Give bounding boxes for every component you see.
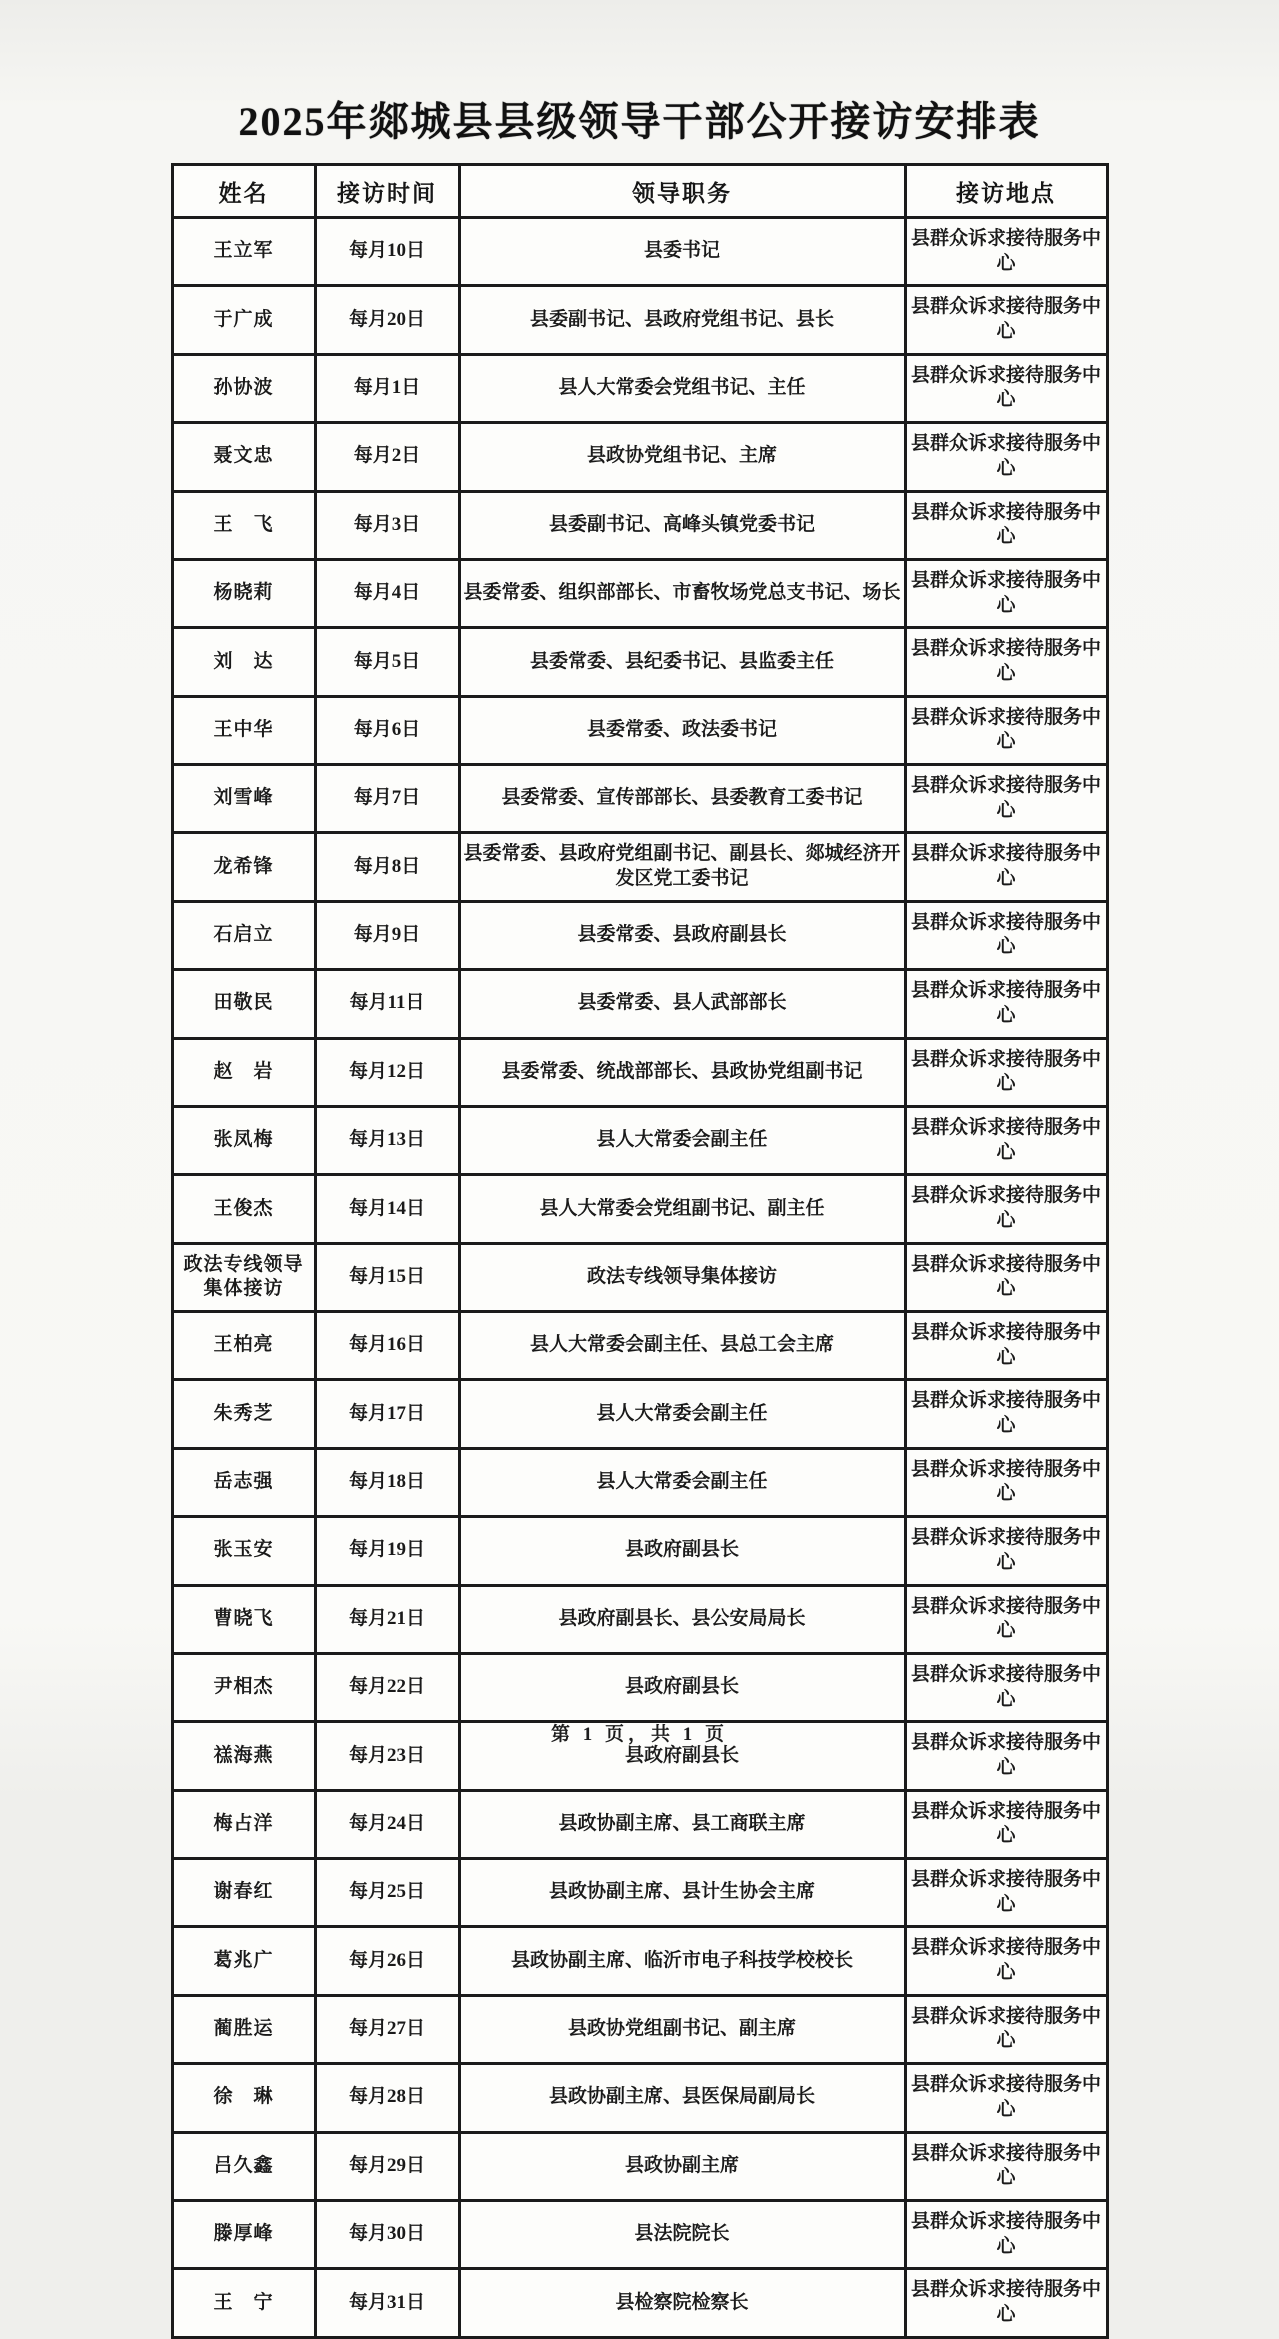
location-cell: 县群众诉求接待服务中心 [905, 1790, 1107, 1858]
time-cell: 每月20日 [315, 286, 459, 354]
table-row [172, 833, 1107, 901]
position-cell: 县政协党组书记、主席 [459, 423, 905, 491]
name-cell: 王中华 [172, 696, 315, 764]
table-row [172, 970, 1107, 1038]
time-cell: 每月24日 [315, 1790, 459, 1858]
position-cell: 县人大常委会副主任 [459, 1448, 905, 1516]
position-cell: 县人大常委会副主任 [459, 1380, 905, 1448]
name-cell: 王立军 [172, 218, 315, 286]
page-footer: 第 1 页，共 1 页 [550, 1724, 728, 1745]
table-row [172, 1038, 1107, 1106]
table-row [172, 1585, 1107, 1653]
time-cell: 每月7日 [315, 765, 459, 833]
name-cell: 曹晓飞 [172, 1585, 315, 1653]
name-cell: 朱秀芝 [172, 1380, 315, 1448]
position-cell: 县政协副主席、临沂市电子科技学校校长 [459, 1927, 905, 1995]
name-cell: 刘雪峰 [172, 765, 315, 833]
name-cell: 谢春红 [172, 1859, 315, 1927]
position-cell: 县政府副县长 [459, 1722, 905, 1790]
position-cell: 县委常委、宣传部部长、县委教育工委书记 [459, 765, 905, 833]
time-cell: 每月31日 [315, 2269, 459, 2337]
location-cell: 县群众诉求接待服务中心 [905, 423, 1107, 491]
table-row [172, 1448, 1107, 1516]
table-row [172, 1859, 1107, 1927]
name-cell: 吕久鑫 [172, 2132, 315, 2200]
position-cell: 县委常委、县政府党组副书记、副县长、郯城经济开发区党工委书记 [459, 833, 905, 901]
table-row [172, 286, 1107, 354]
header-name: 姓名 [172, 165, 315, 218]
reception-schedule-table [171, 163, 1109, 2339]
position-cell: 县委常委、县政府副县长 [459, 901, 905, 969]
name-cell: 政法专线领导集体接访 [172, 1243, 315, 1311]
name-cell: 杨晓莉 [172, 559, 315, 627]
name-cell: 赵 岩 [172, 1038, 315, 1106]
table-row [172, 559, 1107, 627]
location-cell: 县群众诉求接待服务中心 [905, 559, 1107, 627]
time-cell: 每月2日 [315, 423, 459, 491]
position-cell: 县委书记 [459, 218, 905, 286]
location-cell: 县群众诉求接待服务中心 [905, 696, 1107, 764]
table-row [172, 1790, 1107, 1858]
time-cell: 每月19日 [315, 1517, 459, 1585]
location-cell: 县群众诉求接待服务中心 [905, 491, 1107, 559]
name-cell: 张凤梅 [172, 1106, 315, 1174]
position-cell: 县检察院检察长 [459, 2269, 905, 2337]
time-cell: 每月29日 [315, 2132, 459, 2200]
time-cell: 每月1日 [315, 354, 459, 422]
table-header-row [172, 165, 1107, 218]
location-cell: 县群众诉求接待服务中心 [905, 2269, 1107, 2337]
location-cell: 县群众诉求接待服务中心 [905, 1038, 1107, 1106]
time-cell: 每月16日 [315, 1312, 459, 1380]
name-cell: 葛兆广 [172, 1927, 315, 1995]
position-cell: 县政协副主席、县医保局副局长 [459, 2064, 905, 2132]
time-cell: 每月8日 [315, 833, 459, 901]
table-row [172, 901, 1107, 969]
name-cell: 岳志强 [172, 1448, 315, 1516]
position-cell: 县政协副主席、县工商联主席 [459, 1790, 905, 1858]
name-cell: 徐 琳 [172, 2064, 315, 2132]
table-row [172, 1517, 1107, 1585]
position-cell: 县委副书记、高峰头镇党委书记 [459, 491, 905, 559]
header-position: 领导职务 [459, 165, 905, 218]
table-row [172, 1380, 1107, 1448]
position-cell: 县政协党组副书记、副主席 [459, 1995, 905, 2063]
table-row [172, 1653, 1107, 1721]
position-cell: 县委常委、统战部部长、县政协党组副书记 [459, 1038, 905, 1106]
location-cell: 县群众诉求接待服务中心 [905, 1722, 1107, 1790]
table-row [172, 1243, 1107, 1311]
name-cell: 王俊杰 [172, 1175, 315, 1243]
location-cell: 县群众诉求接待服务中心 [905, 765, 1107, 833]
location-cell: 县群众诉求接待服务中心 [905, 1927, 1107, 1995]
position-cell: 县人大常委会副主任、县总工会主席 [459, 1312, 905, 1380]
location-cell: 县群众诉求接待服务中心 [905, 2200, 1107, 2268]
table-row [172, 423, 1107, 491]
time-cell: 每月15日 [315, 1243, 459, 1311]
position-cell: 县政府副县长 [459, 1517, 905, 1585]
location-cell: 县群众诉求接待服务中心 [905, 970, 1107, 1038]
table-row [172, 1927, 1107, 1995]
header-location: 接访地点 [905, 165, 1107, 218]
time-cell: 每月23日 [315, 1722, 459, 1790]
position-cell: 县委常委、政法委书记 [459, 696, 905, 764]
name-cell: 于广成 [172, 286, 315, 354]
time-cell: 每月18日 [315, 1448, 459, 1516]
table-row [172, 1312, 1107, 1380]
position-cell: 县法院院长 [459, 2200, 905, 2268]
position-cell: 县政府副县长 [459, 1653, 905, 1721]
time-cell: 每月21日 [315, 1585, 459, 1653]
name-cell: 聂文忠 [172, 423, 315, 491]
position-cell: 县人大常委会副主任 [459, 1106, 905, 1174]
time-cell: 每月28日 [315, 2064, 459, 2132]
location-cell: 县群众诉求接待服务中心 [905, 2064, 1107, 2132]
time-cell: 每月5日 [315, 628, 459, 696]
location-cell: 县群众诉求接待服务中心 [905, 354, 1107, 422]
location-cell: 县群众诉求接待服务中心 [905, 1859, 1107, 1927]
location-cell: 县群众诉求接待服务中心 [905, 218, 1107, 286]
name-cell: 尹相杰 [172, 1653, 315, 1721]
location-cell: 县群众诉求接待服务中心 [905, 2132, 1107, 2200]
position-cell: 政法专线领导集体接访 [459, 1243, 905, 1311]
table-row [172, 628, 1107, 696]
table-row [172, 696, 1107, 764]
position-cell: 县政协副主席 [459, 2132, 905, 2200]
time-cell: 每月12日 [315, 1038, 459, 1106]
name-cell: 王 飞 [172, 491, 315, 559]
time-cell: 每月9日 [315, 901, 459, 969]
position-cell: 县委副书记、县政府党组书记、县长 [459, 286, 905, 354]
time-cell: 每月6日 [315, 696, 459, 764]
location-cell: 县群众诉求接待服务中心 [905, 1448, 1107, 1516]
table-row [172, 2200, 1107, 2268]
location-cell: 县群众诉求接待服务中心 [905, 1312, 1107, 1380]
location-cell: 县群众诉求接待服务中心 [905, 1175, 1107, 1243]
time-cell: 每月4日 [315, 559, 459, 627]
page-title: 2025年郯城县县级领导干部公开接访安排表 [238, 99, 1041, 144]
header-time: 接访时间 [315, 165, 459, 218]
position-cell: 县委常委、县人武部部长 [459, 970, 905, 1038]
location-cell: 县群众诉求接待服务中心 [905, 1585, 1107, 1653]
table-row [172, 354, 1107, 422]
table-body [172, 218, 1107, 2338]
location-cell: 县群众诉求接待服务中心 [905, 1243, 1107, 1311]
name-cell: 石启立 [172, 901, 315, 969]
time-cell: 每月14日 [315, 1175, 459, 1243]
position-cell: 县政府副县长、县公安局局长 [459, 1585, 905, 1653]
table-row [172, 1175, 1107, 1243]
table-row [172, 2064, 1107, 2132]
name-cell: 王 宁 [172, 2269, 315, 2337]
name-cell: 刘 达 [172, 628, 315, 696]
table-row [172, 1106, 1107, 1174]
name-cell: 王柏亮 [172, 1312, 315, 1380]
name-cell: 滕厚峰 [172, 2200, 315, 2268]
position-cell: 县委常委、县纪委书记、县监委主任 [459, 628, 905, 696]
name-cell: 孙协波 [172, 354, 315, 422]
name-cell: 禚海燕 [172, 1722, 315, 1790]
table-row [172, 218, 1107, 286]
time-cell: 每月30日 [315, 2200, 459, 2268]
location-cell: 县群众诉求接待服务中心 [905, 1653, 1107, 1721]
name-cell: 梅占洋 [172, 1790, 315, 1858]
time-cell: 每月22日 [315, 1653, 459, 1721]
name-cell: 田敬民 [172, 970, 315, 1038]
time-cell: 每月17日 [315, 1380, 459, 1448]
location-cell: 县群众诉求接待服务中心 [905, 1380, 1107, 1448]
position-cell: 县政协副主席、县计生协会主席 [459, 1859, 905, 1927]
position-cell: 县委常委、组织部部长、市畜牧场党总支书记、场长 [459, 559, 905, 627]
name-cell: 龙希锋 [172, 833, 315, 901]
name-cell: 蔺胜运 [172, 1995, 315, 2063]
time-cell: 每月26日 [315, 1927, 459, 1995]
table-row [172, 765, 1107, 833]
time-cell: 每月10日 [315, 218, 459, 286]
location-cell: 县群众诉求接待服务中心 [905, 1106, 1107, 1174]
time-cell: 每月27日 [315, 1995, 459, 2063]
table-row [172, 491, 1107, 559]
location-cell: 县群众诉求接待服务中心 [905, 833, 1107, 901]
position-cell: 县人大常委会党组书记、主任 [459, 354, 905, 422]
location-cell: 县群众诉求接待服务中心 [905, 628, 1107, 696]
time-cell: 每月13日 [315, 1106, 459, 1174]
name-cell: 张玉安 [172, 1517, 315, 1585]
position-cell: 县人大常委会党组副书记、副主任 [459, 1175, 905, 1243]
location-cell: 县群众诉求接待服务中心 [905, 1517, 1107, 1585]
table-row [172, 1995, 1107, 2063]
time-cell: 每月25日 [315, 1859, 459, 1927]
time-cell: 每月11日 [315, 970, 459, 1038]
location-cell: 县群众诉求接待服务中心 [905, 1995, 1107, 2063]
time-cell: 每月3日 [315, 491, 459, 559]
table-row [172, 2269, 1107, 2337]
table-row [172, 2132, 1107, 2200]
location-cell: 县群众诉求接待服务中心 [905, 901, 1107, 969]
location-cell: 县群众诉求接待服务中心 [905, 286, 1107, 354]
